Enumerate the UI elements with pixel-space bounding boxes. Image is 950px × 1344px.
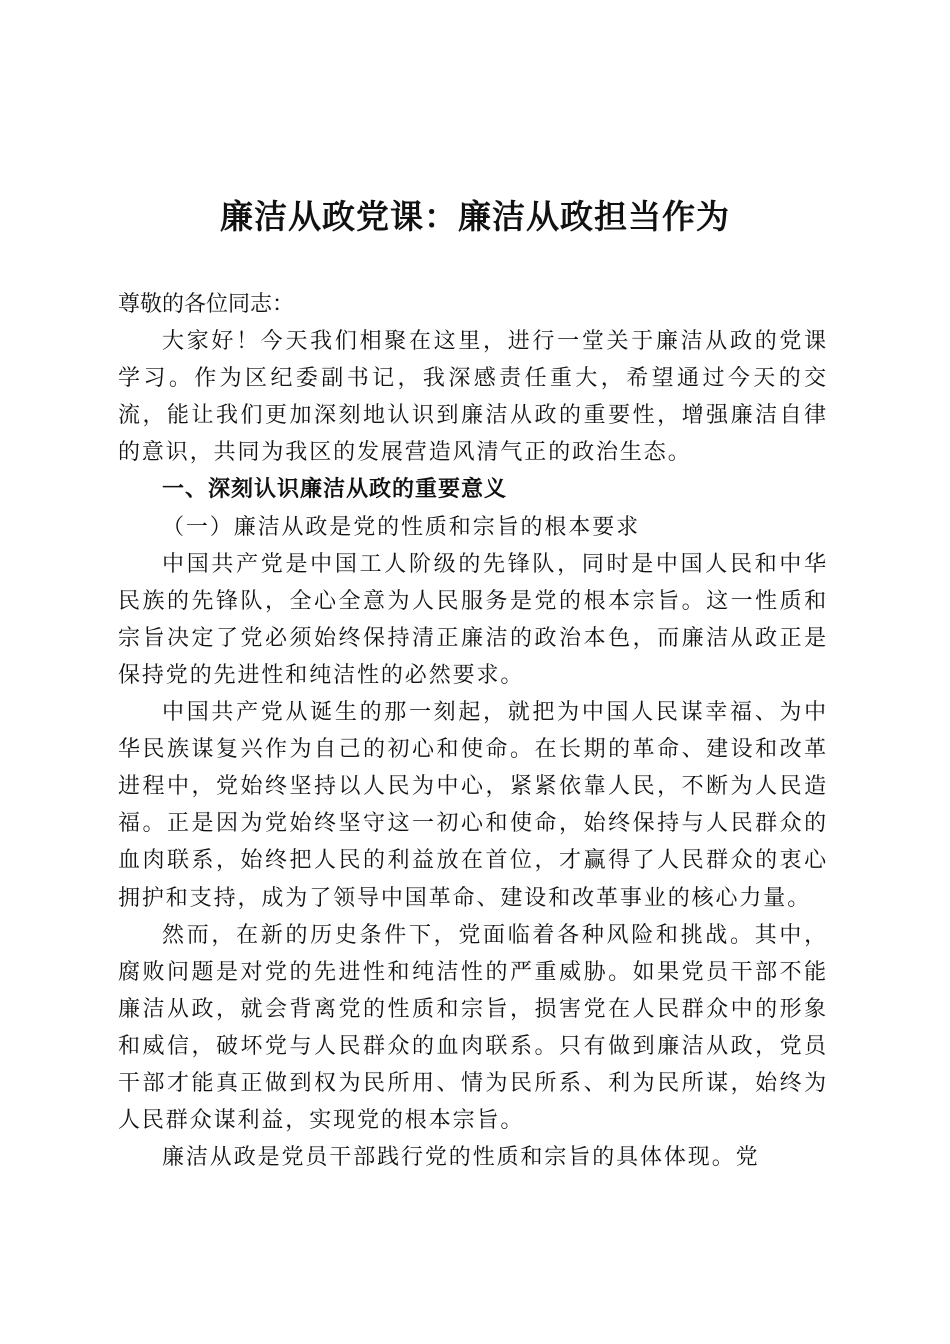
subsection-heading: （一）廉洁从政是党的性质和宗旨的根本要求 xyxy=(162,514,641,540)
document-body xyxy=(118,286,828,1176)
body-paragraph: 廉洁从政是党员干部践行党的性质和宗旨的具体体现。党 xyxy=(162,1145,760,1171)
document-title: 廉洁从政党课：廉洁从政担当作为 xyxy=(220,197,730,236)
section-heading: 一、深刻认识廉洁从政的重要意义 xyxy=(162,477,508,503)
salutation: 尊敬的各位同志： xyxy=(118,292,295,317)
body-paragraph: 中国共产党从诞生的那一刻起，就把为中国人民谋幸福、为中华民族谋复兴作为自己的初心和使命。在长期的革命、建设和改革进程中，党始终坚持以人民为中心，紧紧依靠人民，不断为人民造福。正是因为党始终坚守这一初心和使命，始终保持与人民群众的血肉联系，始终把人民的利益放在首位，才赢得了人民群众的衷心拥护和支持，成为了领导中国革命、建设和改革事业的核心力量。 xyxy=(118,700,828,911)
body-paragraph: 中国共产党是中国工人阶级的先锋队，同时是中国人民和中华民族的先锋队，全心全意为人民服务是党的根本宗旨。这一性质和宗旨决定了党必须始终保持清正廉洁的政治本色，而廉洁从政正是保持党的先进性和纯洁性的必然要求。 xyxy=(118,551,828,688)
body-paragraph: 然而，在新的历史条件下，党面临着各种风险和挑战。其中，腐败问题是对党的先进性和纯洁性的严重威胁。如果党员干部不能廉洁从政，就会背离党的性质和宗旨，损害党在人民群众中的形象和威信，破坏党与人民群众的血肉联系。只有做到廉洁从政，党员干部才能真正做到权为民所用、情为民所系、利为民所谋，始终为人民群众谋利益，实现党的根本宗旨。 xyxy=(118,922,828,1134)
intro-paragraph: 大家好！今天我们相聚在这里，进行一堂关于廉洁从政的党课学习。作为区纪委副书记，我深感责任重大，希望通过今天的交流，能让我们更加深刻地认识到廉洁从政的重要性，增强廉洁自律的意识，共同为我区的发展营造风清气正的政治生态。 xyxy=(118,329,828,466)
